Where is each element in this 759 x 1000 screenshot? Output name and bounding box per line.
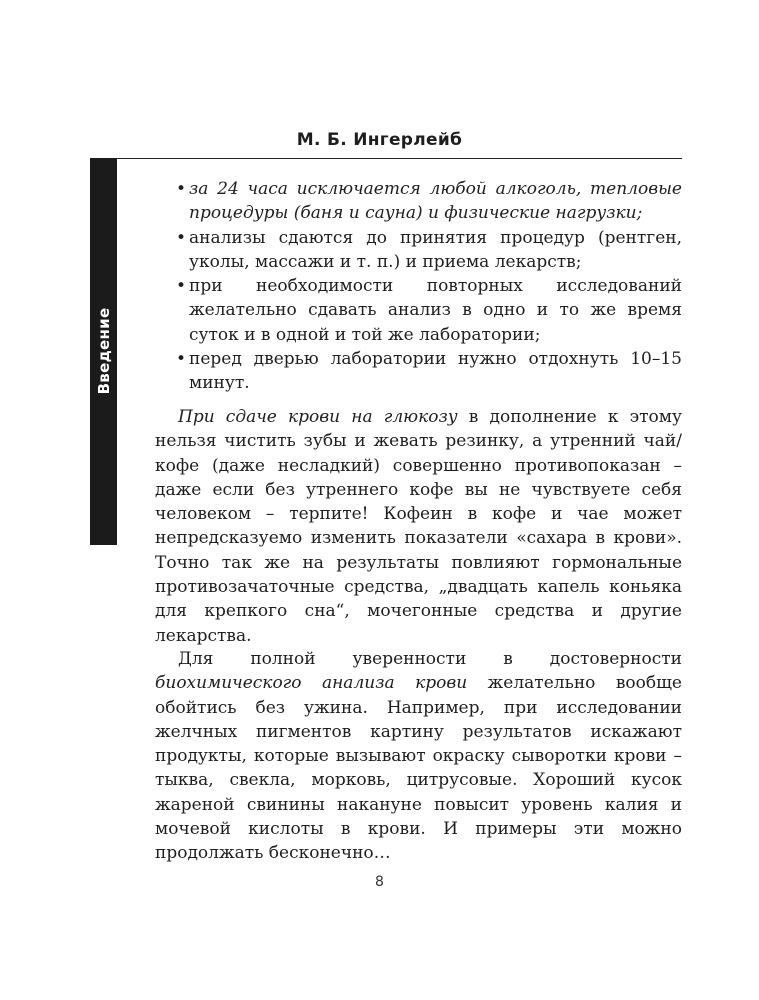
bullet-text: перед дверью лаборатории нужно отдохнуть 10–15 минут. <box>189 349 682 394</box>
paragraph-text: в дополнение к этому нельзя чистить зубы и жевать резинку, а утренний чай/кофе (даже несладкий) совершенно противопоказан – даже если без утреннего кофе вы не чувствуете себя человеком – терпите! Кофеин в кофе и чае может непредсказуемо изменить показатели «сахара в крови». Точно так же на результаты повлияют гормональные противозачаточные средства, „двадцать капель коньяка для крепкого сна“, мочегонные средства и другие лекарства. <box>155 407 682 646</box>
header-divider <box>90 158 682 159</box>
bullet-marker: • <box>176 179 187 199</box>
paragraph-text: желательно вообще обойтись без ужина. Например, при исследовании желчных пигментов картину результатов искажают продукты, которые вызывают окраску сыворотки крови – тыква, свекла, морковь, цитрусовые. Хороший кусок жареной свинины накануне повысит уровень калия и мочевой кислоты в крови. И примеры эти можно продолжать бесконечно… <box>155 673 682 864</box>
paragraph-lead: Для полной уверенности в достоверности <box>178 649 682 669</box>
bullet-item <box>173 274 682 347</box>
requirements-bullet-list <box>173 177 682 396</box>
running-header-author: М. Б. Ингерлейб <box>296 130 463 150</box>
bullet-marker: • <box>176 349 187 370</box>
bullet-item <box>173 347 682 396</box>
bullet-text: анализы сдаются до принятия процедур (рентген, уколы, массажи и т. п.) и приема лекарств; <box>189 227 682 272</box>
bullet-text: за 24 часа исключается любой алкоголь, тепловые процедуры (баня и сауна) и физические нагрузки; <box>189 179 682 224</box>
body-paragraph-biochemistry <box>155 647 682 866</box>
bullet-marker: • <box>176 227 187 248</box>
page-number: 8 <box>375 874 384 890</box>
bullet-item <box>173 226 682 275</box>
body-paragraph-glucose <box>155 405 682 648</box>
paragraph-italic-lead: При сдаче крови на глюкозу <box>178 407 458 427</box>
bullet-item <box>173 177 682 226</box>
section-side-tab-label: Введение <box>95 307 113 395</box>
bullet-marker: • <box>176 276 187 297</box>
bullet-text: при необходимости повторных исследований желательно сдавать анализ в одно и то же время суток и в одной и той же лаборатории; <box>189 276 682 345</box>
paragraph-italic-term: биохимического анализа крови <box>155 673 468 694</box>
